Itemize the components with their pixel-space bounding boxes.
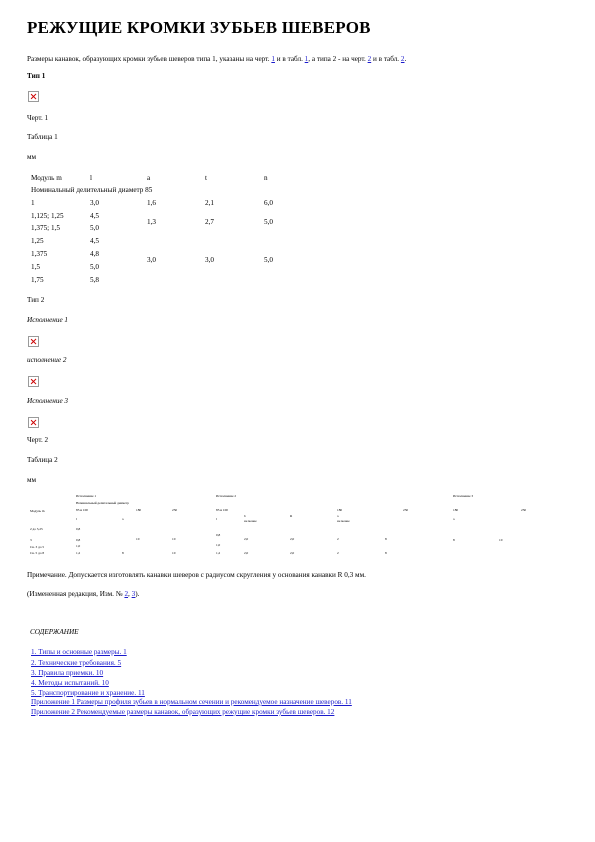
t1-a: 1,3 bbox=[147, 218, 156, 226]
intro-text-b: и в табл. bbox=[274, 55, 305, 63]
t1-l: 4,5 bbox=[90, 212, 99, 220]
t2-cell: 10 bbox=[136, 537, 140, 541]
link-drawing-2[interactable]: 2 bbox=[367, 55, 372, 63]
t2-cell: 8 bbox=[385, 551, 387, 555]
t2-cell: 10 bbox=[172, 551, 176, 555]
t2-cell: 0,8 bbox=[76, 527, 81, 531]
t2-row-label: 2 до 3,25 bbox=[30, 527, 43, 531]
revision-text-a: (Измененная редакция, Изм. № bbox=[27, 590, 125, 598]
t1-header-t: t bbox=[205, 174, 207, 182]
t1-module: 1,25 bbox=[31, 237, 44, 245]
t2-diam: 250 bbox=[403, 508, 409, 512]
t2-sub-note: не менее bbox=[244, 519, 257, 523]
drawing2-caption: Черт. 2 bbox=[27, 436, 49, 444]
t1-l: 5,8 bbox=[90, 276, 99, 284]
variant1-label: Исполнение 1 bbox=[27, 316, 69, 324]
t2-group3: Исполнение 3 bbox=[453, 494, 474, 498]
intro-text-a: Размеры канавок, образующих кромки зубьев шеверов типа 1, указаны на черт. bbox=[27, 55, 272, 63]
broken-image-icon bbox=[28, 336, 39, 347]
t1-n: 6,0 bbox=[264, 199, 273, 207]
t2-group1-sub: Номинальный делительный диаметр bbox=[76, 501, 130, 505]
t2-cell: 2,0 bbox=[290, 551, 295, 555]
t1-module: 1,75 bbox=[31, 276, 44, 284]
t2-cell: 1,0 bbox=[216, 543, 221, 547]
t2-cell: 2,0 bbox=[244, 537, 249, 541]
toc-link[interactable]: 2. Технические требования. 5 bbox=[31, 659, 122, 667]
toc-link[interactable]: Приложение 1 Размеры профиля зубьев в нормальном сечении и рекомендуемое назначение шеверов. 11 bbox=[31, 698, 352, 706]
broken-image-icon bbox=[28, 376, 39, 387]
t2-cell: 8 bbox=[122, 551, 124, 555]
t2-cell: 2 bbox=[337, 537, 339, 541]
t1-module: 1,375; 1,5 bbox=[31, 224, 60, 232]
t2-sub: a bbox=[122, 517, 124, 521]
table2-caption: Таблица 2 bbox=[27, 456, 58, 464]
t2-group1: Исполнение 1 bbox=[76, 494, 97, 498]
t2-diam: 180 bbox=[453, 508, 459, 512]
revision-note bbox=[27, 590, 139, 598]
t2-row-label: Св. 5 до 8 bbox=[30, 551, 45, 555]
t2-cell: 2 bbox=[337, 551, 339, 555]
t1-l: 5,0 bbox=[90, 263, 99, 271]
revision-text-c: ). bbox=[135, 590, 140, 598]
t1-module: 1,375 bbox=[31, 250, 48, 258]
table2-units: мм bbox=[27, 476, 37, 484]
link-table-2[interactable]: 2 bbox=[400, 55, 405, 63]
t2-cell: 10 bbox=[172, 537, 176, 541]
link-change-3[interactable]: 3 bbox=[131, 590, 136, 598]
t2-cell: 8 bbox=[385, 537, 387, 541]
t1-a: 1,6 bbox=[147, 199, 156, 207]
t1-n: 5,0 bbox=[264, 256, 273, 264]
t2-cell: 0,8 bbox=[216, 533, 221, 537]
t2-diam: 85 и 100 bbox=[76, 508, 88, 512]
t2-cell: 2,0 bbox=[290, 537, 295, 541]
t2-sub-note: не менее bbox=[337, 519, 350, 523]
table1-caption: Таблица 1 bbox=[27, 133, 58, 141]
t2-cell: 2,0 bbox=[244, 551, 249, 555]
t1-t: 2,1 bbox=[205, 199, 214, 207]
intro-text-c: , а типа 2 - на черт. bbox=[308, 55, 368, 63]
contents-title: СОДЕРЖАНИЕ bbox=[30, 628, 79, 636]
variant3-label: Исполнение 3 bbox=[27, 397, 69, 405]
t2-cell: 0,8 bbox=[76, 538, 81, 542]
t2-cell: 8 bbox=[453, 538, 455, 542]
t1-t: 2,7 bbox=[205, 218, 214, 226]
t2-diam: 250 bbox=[521, 508, 527, 512]
t1-l: 4,8 bbox=[90, 250, 99, 258]
type2-label: Тип 2 bbox=[27, 296, 45, 304]
t2-cell: 10 bbox=[499, 538, 503, 542]
t2-sub: l bbox=[76, 517, 77, 521]
toc-link[interactable]: 5. Транспортирование и хранение. 11 bbox=[31, 689, 145, 697]
t1-header-a: a bbox=[147, 174, 151, 182]
page-title: РЕЖУЩИЕ КРОМКИ ЗУБЬЕВ ШЕВЕРОВ bbox=[27, 18, 371, 37]
t1-header-module: Модуль m bbox=[31, 174, 62, 182]
toc-link[interactable]: 3. Правила приемки. 10 bbox=[31, 669, 104, 677]
t2-row-label: Св. 3 до 5 bbox=[30, 545, 45, 549]
t2-sub: l bbox=[216, 517, 217, 521]
t1-a: 3,0 bbox=[147, 256, 156, 264]
variant2-label: исполнение 2 bbox=[27, 356, 67, 364]
t2-cell: 1,0 bbox=[76, 544, 81, 548]
intro-paragraph bbox=[27, 55, 406, 63]
link-drawing-1[interactable]: 1 bbox=[271, 55, 275, 63]
t1-t: 3,0 bbox=[205, 256, 214, 264]
t1-module: 1 bbox=[31, 199, 35, 207]
t2-col-module: Модуль m bbox=[30, 509, 45, 513]
t2-diam: 85 и 100 bbox=[216, 508, 228, 512]
drawing1-caption: Черт. 1 bbox=[27, 114, 49, 122]
t2-diam: 180 bbox=[136, 508, 142, 512]
t1-module: 1,125; 1,25 bbox=[31, 212, 64, 220]
type1-label: Тип 1 bbox=[27, 72, 46, 80]
t2-sub: a bbox=[337, 514, 339, 518]
t1-subheader: Номинальный делительный диаметр 85 bbox=[31, 186, 153, 194]
link-table-1[interactable]: 1 bbox=[304, 55, 309, 63]
toc-link[interactable]: Приложение 2 Рекомендуемые размеры канавок, образующих режущие кромки зубьев шеверов. 12 bbox=[31, 708, 335, 716]
t2-diam: 250 bbox=[172, 508, 178, 512]
intro-text-d: и в табл. bbox=[371, 55, 401, 63]
t1-n: 5,0 bbox=[264, 218, 273, 226]
broken-image-icon bbox=[28, 417, 39, 428]
t2-row-label: 3 bbox=[30, 538, 32, 542]
toc-link[interactable]: 4. Методы испытаний. 10 bbox=[31, 679, 109, 687]
t2-diam: 180 bbox=[337, 508, 343, 512]
link-change-2[interactable]: 2 bbox=[124, 590, 129, 598]
t1-l: 4,5 bbox=[90, 237, 99, 245]
broken-image-icon bbox=[28, 91, 39, 102]
t2-sub: b bbox=[244, 514, 246, 518]
t1-l: 3,0 bbox=[90, 199, 99, 207]
t2-sub: a bbox=[453, 517, 455, 521]
t2-group2: Исполнение 2 bbox=[216, 494, 237, 498]
table1-units: мм bbox=[27, 153, 37, 161]
note-paragraph: Примечание. Допускается изготовлять канавки шеверов с радиусом скругления у основания канавки R 0,3 мм. bbox=[27, 571, 366, 579]
intro-text-e: . bbox=[404, 55, 407, 63]
t2-sub: R bbox=[290, 514, 293, 518]
revision-text-b: , bbox=[128, 590, 132, 598]
t1-l: 5,0 bbox=[90, 224, 99, 232]
t1-module: 1,5 bbox=[31, 263, 40, 271]
t1-header-n: n bbox=[264, 174, 268, 182]
toc-link[interactable]: 1. Типы и основные размеры. 1 bbox=[31, 648, 127, 656]
t2-cell: 1,2 bbox=[76, 551, 81, 555]
t1-header-l: l bbox=[90, 174, 92, 182]
t2-cell: 1,2 bbox=[216, 551, 221, 555]
